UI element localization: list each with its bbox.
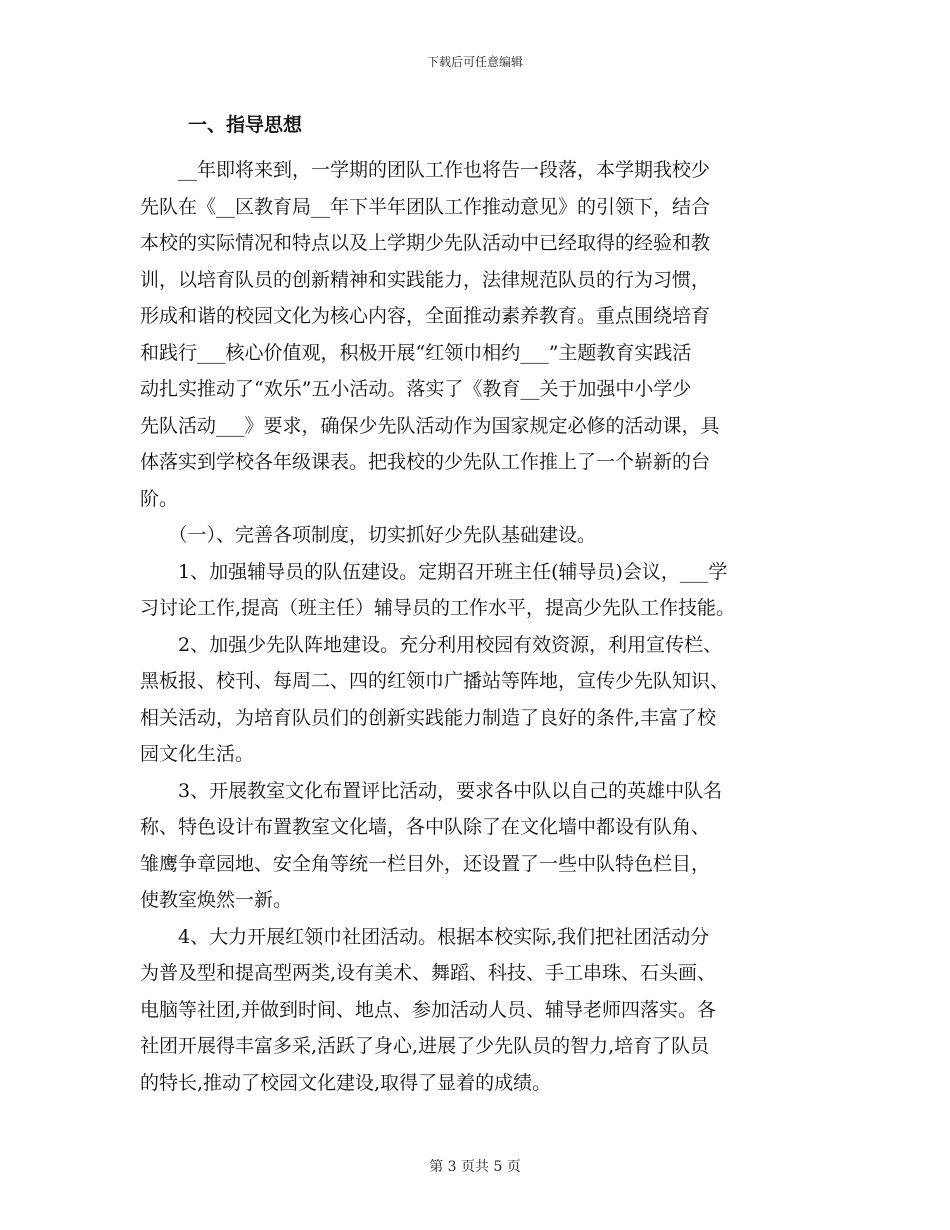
text-line: 的特长,推动了校园文化建设,取得了显着的成绩。: [140, 1071, 552, 1094]
text-line: 园文化生活。: [140, 743, 255, 765]
page-footer: 第 3 页共 5 页: [429, 1159, 521, 1175]
text-line: 形成和谐的校园文化为核心内容，全面推动素养教育。重点围绕培育: [140, 305, 711, 327]
text-line: 使教室焕然一新。: [140, 889, 293, 911]
section-heading: 一、指导思想: [188, 114, 303, 136]
page-header: 下载后可任意编辑: [426, 55, 523, 69]
text-line: （一）、完善各项制度，切实抓好少先队基础建设。: [140, 524, 597, 546]
text-line: 先队在《__区教育局__年下半年团队工作推动意见》的引领下，结合: [140, 195, 711, 218]
text-line: 社团开展得丰富多采,活跃了身心,进展了少先队员的智力,培育了队员: [140, 1035, 710, 1057]
text-line: 黑板报、校刊、每周二、四的红领巾广播站等阵地，宣传少先队知识、: [140, 670, 730, 692]
text-line: 和践行___核心价值观，积极开展“红领巾相约___”主题教育实践活: [140, 341, 692, 364]
text-line: 雏鹰争章园地、安全角等统一栏目外，还设置了一些中队特色栏目，: [140, 852, 711, 875]
text-line: 体落实到学校各年级课表。把我校的少先队工作推上了一个崭新的台: [140, 451, 711, 473]
text-line: 训，以培育队员的创新精神和实践能力，法律规范队员的行为习惯，: [140, 268, 711, 291]
text-line: 动扎实推动了“欢乐”五小活动。落实了《教育__关于加强中小学少: [140, 378, 692, 400]
text-line: 2、加强少先队阵地建设。充分利用校园有效资源，利用宣传栏、: [140, 633, 723, 656]
text-line: 本校的实际情况和特点以及上学期少先队活动中已经取得的经验和教: [140, 232, 711, 254]
text-line: 相关活动，为培育队员们的创新实践能力制造了良好的条件,丰富了校: [140, 706, 717, 729]
text-line: 为普及型和提高型两类,设有美术、舞蹈、科技、手工串珠、石头画、: [140, 962, 717, 984]
text-line: 阶。: [140, 487, 179, 510]
text-line: 电脑等社团,并做到时间、地点、参加活动人员、辅导老师四落实。各: [140, 998, 717, 1021]
text-line: 4、大力开展红领巾社团活动。根据本校实际,我们把社团活动分: [140, 925, 710, 948]
text-line: 称、特色设计布置教室文化墙，各中队除了在文化墙中都设有队角、: [140, 816, 711, 838]
text-line: 先队活动___》要求，确保少先队活动作为国家规定必修的活动课，具: [140, 414, 720, 437]
text-line: 习讨论工作,提高（班主任）辅导员的工作水平，提高少先队工作技能。: [140, 597, 736, 619]
text-line: __年即将来到，一学期的团队工作也将告一段落，本学期我校少: [140, 159, 711, 181]
text-line: 3、开展教室文化布置评比活动，要求各中队以自己的英雄中队名: [140, 779, 723, 802]
text-line: 1、加强辅导员的队伍建设。定期召开班主任(辅导员)会议，___学: [140, 560, 728, 583]
